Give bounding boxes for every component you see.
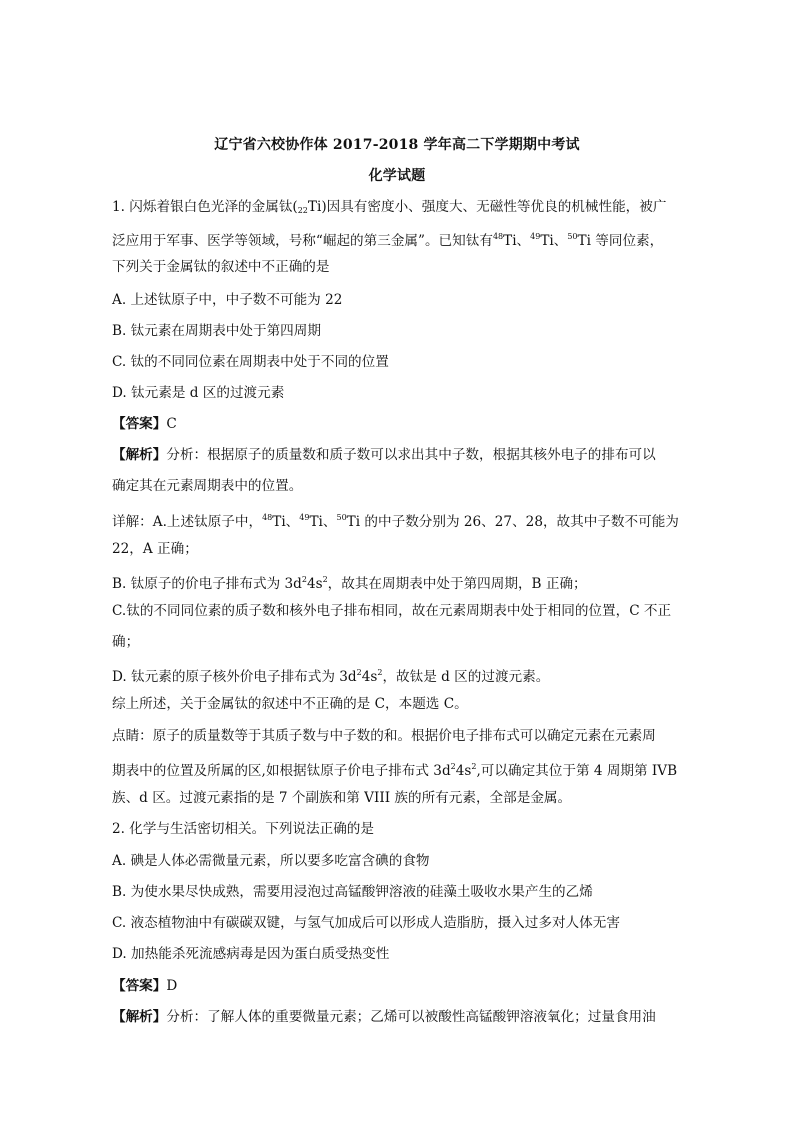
q1-option-b: B. 钛元素在周期表中处于第四周期 bbox=[112, 323, 321, 339]
q1-answer: 【答案】C bbox=[112, 416, 177, 432]
q1-detail-c-line-2: 确； bbox=[112, 634, 140, 650]
q1-stem-line-2: 泛应用于军事、医学等领域，号称“崛起的第三金属”。已知钛有$^{48}$Ti、$^{49}$Ti、$^{50}$Ti 等同位素， bbox=[112, 232, 664, 249]
q1-option-c: C. 钛的不同同位素在周期表中处于不同的位置 bbox=[112, 354, 389, 370]
q2-analysis-line-1: 【解析】分析：了解人体的重要微量元素；乙烯可以被酸性高锰酸钾溶液氧化；过量食用油 bbox=[112, 1009, 656, 1025]
exam-title: 辽宁省六校协作体 2017-2018 学年高二下学期期中考试 bbox=[214, 137, 580, 153]
q1-option-a: A. 上述钛原子中，中子数不可能为 22 bbox=[112, 292, 343, 308]
q1-detail-c-line-1: C.钛的不同同位素的质子数和核外电子排布相同，故在元素周期表中处于相同的位置，C 不正 bbox=[112, 603, 672, 619]
q1-summary: 综上所述，关于金属钛的叙述中不正确的是 C，本题选 C。 bbox=[112, 696, 468, 712]
q1-note-line-1: 点睛：原子的质量数等于其质子数与中子数的和。根据价电子排布式可以确定元素在元素周 bbox=[112, 728, 656, 744]
q1-note-line-2: 期表中的位置及所属的区,如根据钛原子价电子排布式 $3d^24s^2$,可以确定其位于第 4 周期第 IVB bbox=[112, 762, 678, 779]
q2-stem: 2. 化学与生活密切相关。下列说法正确的是 bbox=[112, 821, 374, 837]
q2-option-c: C. 液态植物油中有碳碳双键，与氢气加成后可以形成人造脂肪，摄入过多对人体无害 bbox=[112, 915, 620, 931]
q1-analysis-line-1: 【解析】分析：根据原子的质量数和质子数可以求出其中子数，根据其核外电子的排布可以 bbox=[112, 447, 656, 463]
q1-stem-line-1: 1. 闪烁着银白色光泽的金属钛$(_{22}Ti)$因具有密度小、强度大、无磁性等优良的机械性能，被广 bbox=[112, 199, 667, 215]
q1-note-line-3: 族、d 区。过渡元素指的是 7 个副族和第 VIII 族的所有元素，全部是金属。 bbox=[112, 790, 572, 806]
q1-detail-d: D. 钛元素的原子核外价电子排布式为 $3d^24s^2$，故钛是 d 区的过渡元素。 bbox=[112, 668, 550, 685]
q1-detail-line-2: 22，A 正确； bbox=[112, 541, 198, 557]
q2-option-b: B. 为使水果尽快成熟，需要用浸泡过高锰酸钾溶液的硅藻土吸收水果产生的乙烯 bbox=[112, 884, 593, 900]
q1-option-d: D. 钛元素是 d 区的过渡元素 bbox=[112, 385, 285, 401]
q1-detail-b: B. 钛原子的价电子排布式为 $3d^24s^2$，故其在周期表中处于第四周期，B 正确； bbox=[112, 575, 587, 592]
q1-stem-line-3: 下列关于金属钛的叙述中不正确的是 bbox=[112, 259, 330, 275]
exam-subtitle: 化学试题 bbox=[368, 168, 426, 184]
q1-detail-line-1: 详解：A.上述钛原子中，$^{48}$Ti、$^{49}$Ti、$^{50}$Ti 的中子数分别为 26、27、28，故其中子数不可能为 bbox=[112, 513, 679, 530]
q2-option-a: A. 碘是人体必需微量元素，所以要多吃富含碘的食物 bbox=[112, 853, 430, 869]
q2-option-d: D. 加热能杀死流感病毒是因为蛋白质受热变性 bbox=[112, 946, 390, 962]
q2-answer: 【答案】D bbox=[112, 978, 178, 994]
q1-analysis-line-2: 确定其在元素周期表中的位置。 bbox=[112, 478, 303, 494]
